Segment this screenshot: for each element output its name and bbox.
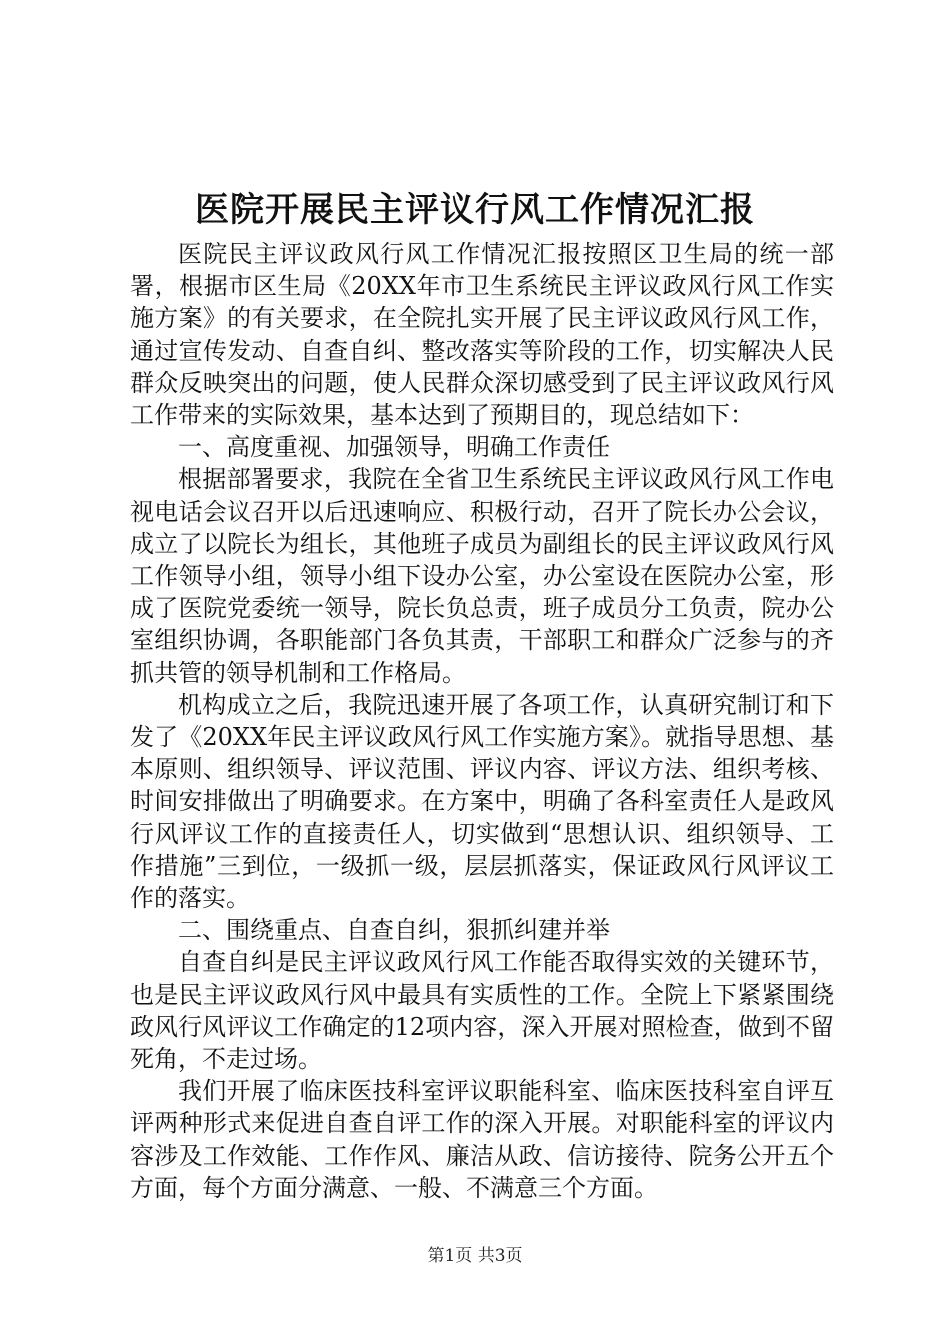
paragraph-self-inspection: 自查自纠是民主评议政风行风工作能否取得实效的关键环节，也是民主评议政风行风中最具有实质性的工作。全院上下紧紧围绕政风行风评议工作确定的12项内容，深入开展对照检查，做到不留死角，不走过场。: [130, 948, 834, 1074]
page-number-footer: 第1页 共3页: [427, 1246, 523, 1266]
document-title: 医院开展民主评议行风工作情况汇报: [195, 190, 755, 230]
paragraph-leadership: 根据部署要求，我院在全省卫生系统民主评议政风行风工作电视电话会议召开以后迅速响应、积极行动，召开了院长办公会议，成立了以院长为组长，其他班子成员为副组长的民主评议政风行风工作领导小组，领导小组下设办公室，办公室设在医院办公室，形成了医院党委统一领导，院长负总责，班子成员分工负责，院办公室组织协调，各职能部门各负其责，干部职工和群众广泛参与的齐抓共管的领导机制和工作格局。: [130, 465, 834, 687]
paragraph-intro: 医院民主评议政风行风工作情况汇报按照区卫生局的统一部署，根据市区生局《20XX年市卫生系统民主评议政风行风工作实施方案》的有关要求，在全院扎实开展了民主评议政风行风工作，通过宣传发动、自查自纠、整改落实等阶段的工作，切实解决人民群众反映突出的问题，使人民群众深切感受到了民主评议政风行风工作带来的实际效果，基本达到了预期目的，现总结如下：: [130, 240, 834, 430]
paragraph-implementation-plan: 机构成立之后，我院迅速开展了各项工作，认真研究制订和下发了《20XX年民主评议政风行风工作实施方案》。就指导思想、基本原则、组织领导、评议范围、评议内容、评议方法、组织考核、时间安排做出了明确要求。在方案中，明确了各科室责任人是政风行风评议工作的直接责任人，切实做到“思想认识、组织领导、工作措施”三到位，一级抓一级，层层抓落实，保证政风行风评议工作的落实。: [130, 690, 834, 913]
section-heading-2: 二、围绕重点、自查自纠，狠抓纠建并举: [178, 916, 610, 945]
paragraph-evaluation-forms: 我们开展了临床医技科室评议职能科室、临床医技科室自评互评两种形式来促进自查自评工作的深入开展。对职能科室的评议内容涉及工作效能、工作作风、廉洁从政、信访接待、院务公开五个方面，每个方面分满意、一般、不满意三个方面。: [130, 1077, 834, 1202]
section-heading-1: 一、高度重视、加强领导，明确工作责任: [178, 433, 610, 462]
document-body: [130, 238, 834, 1204]
